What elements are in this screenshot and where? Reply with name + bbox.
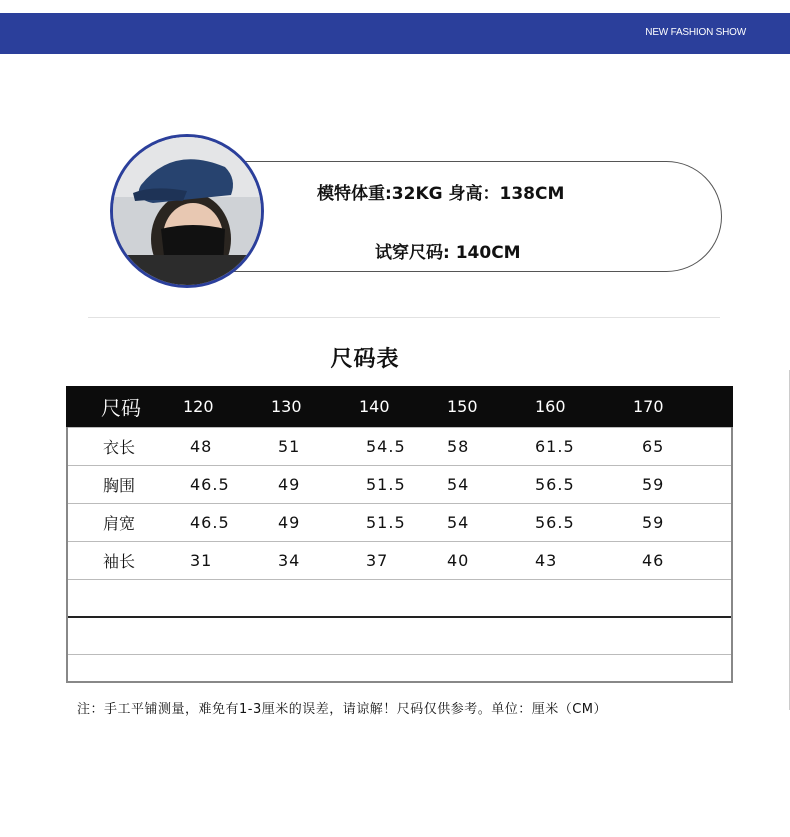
table-cell: 51 — [271, 428, 359, 466]
model-try-on-size: 试穿尺码: 140CM — [375, 243, 521, 263]
model-weight-height: 模特体重:32KG 身高：138CM — [317, 184, 565, 204]
measurement-note: 注：手工平铺测量，难免有1-3厘米的误差，请谅解！尺码仅供参考。单位：厘米（CM） — [77, 702, 608, 717]
empty-table-row — [66, 580, 733, 618]
table-cell: 65 — [633, 428, 733, 466]
size-header-cell: 120 — [183, 386, 271, 428]
table-row — [66, 542, 733, 580]
table-cell: 51.5 — [359, 504, 447, 542]
table-cell: 46.5 — [183, 466, 271, 504]
size-header-cell: 130 — [271, 386, 359, 428]
model-avatar — [110, 134, 264, 288]
table-cell: 54 — [447, 466, 535, 504]
table-cell: 54.5 — [359, 428, 447, 466]
table-cell: 58 — [447, 428, 535, 466]
size-header-cell: 160 — [535, 386, 633, 428]
table-cell: 51.5 — [359, 466, 447, 504]
table-cell: 54 — [447, 504, 535, 542]
table-cell: 56.5 — [535, 466, 633, 504]
model-photo-icon — [113, 137, 261, 285]
size-header-label: 尺码 — [66, 386, 183, 428]
table-cell: 43 — [535, 542, 633, 580]
top-banner — [0, 13, 790, 54]
row-label: 肩宽 — [66, 504, 183, 542]
table-row — [66, 466, 733, 504]
table-row — [66, 504, 733, 542]
row-label: 衣长 — [66, 428, 183, 466]
table-cell: 59 — [633, 466, 733, 504]
table-cell: 56.5 — [535, 504, 633, 542]
row-label: 袖长 — [66, 542, 183, 580]
size-header-cell: 140 — [359, 386, 447, 428]
size-header-cell: 170 — [633, 386, 733, 428]
empty-table-row — [66, 617, 733, 655]
table-row — [66, 428, 733, 466]
size-table — [66, 386, 733, 691]
table-cell: 49 — [271, 466, 359, 504]
size-header-cell: 150 — [447, 386, 535, 428]
table-cell: 34 — [271, 542, 359, 580]
table-cell: 40 — [447, 542, 535, 580]
section-divider — [88, 317, 720, 318]
brand-text: NEW FASHION SHOW — [645, 27, 746, 38]
table-cell: 59 — [633, 504, 733, 542]
table-cell: 61.5 — [535, 428, 633, 466]
table-cell: 46 — [633, 542, 733, 580]
table-cell: 37 — [359, 542, 447, 580]
size-chart-title: 尺码表 — [330, 347, 400, 372]
table-cell: 31 — [183, 542, 271, 580]
empty-table-row — [66, 655, 733, 692]
table-header-row — [66, 386, 733, 428]
table-cell: 48 — [183, 428, 271, 466]
row-label: 胸围 — [66, 466, 183, 504]
table-cell: 46.5 — [183, 504, 271, 542]
table-cell: 49 — [271, 504, 359, 542]
